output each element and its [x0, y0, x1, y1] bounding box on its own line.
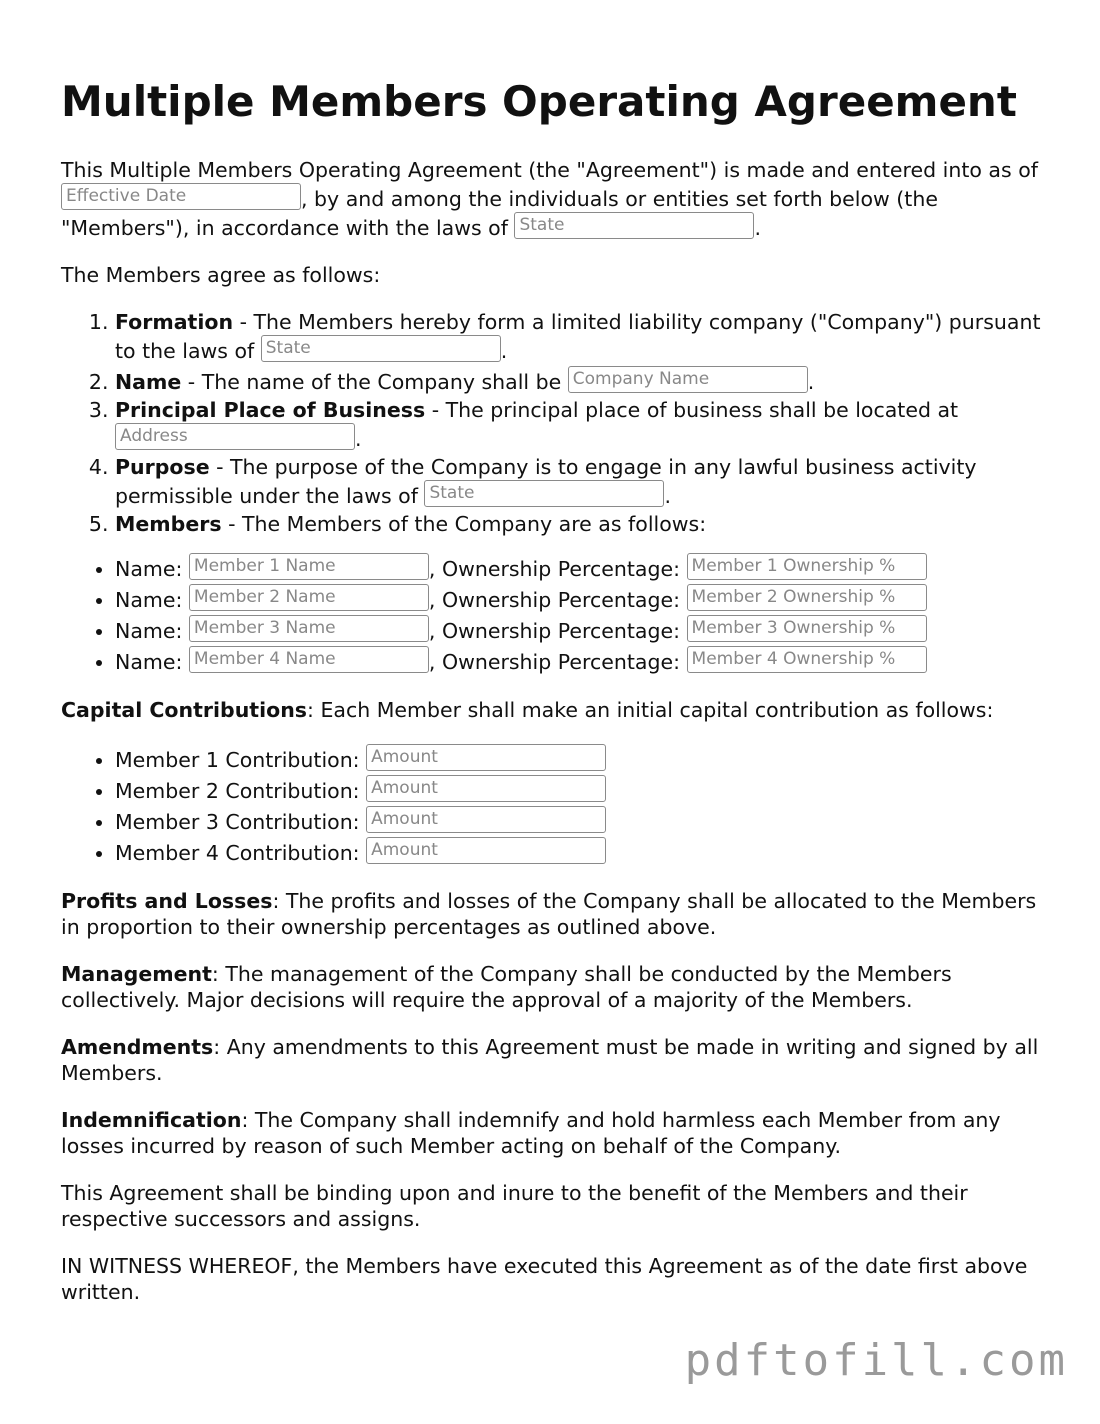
term-name [115, 366, 1041, 395]
member-name-label: Name: [115, 588, 189, 612]
term-purpose [115, 454, 1041, 509]
witness-paragraph: IN WITNESS WHEREOF, the Members have executed this Agreement as of the date first above written. [61, 1254, 1028, 1304]
ownership-label: , Ownership Percentage: [428, 588, 687, 612]
term-formation [115, 309, 1041, 364]
member-4-ownership-field[interactable]: Member 4 Ownership % [687, 646, 927, 673]
term-name-end: . [807, 370, 815, 394]
term-purpose-end: . [664, 484, 671, 508]
member-name-label: Name: [115, 619, 189, 643]
amendments-text: : Any amendments to this Agreement must be made in writing and signed by all Members. [61, 1035, 1039, 1085]
contribution-item [115, 837, 1041, 866]
indemnification-label: Indemnification [61, 1108, 242, 1132]
member-3-name-field[interactable]: Member 3 Name [189, 615, 429, 642]
formation-state-field[interactable]: State [261, 335, 501, 362]
intro-text-1: This Multiple Members Operating Agreement (the "Agreement") is made and entered into as of [61, 158, 1038, 182]
members-list [61, 553, 1041, 675]
member-4-name-field[interactable]: Member 4 Name [189, 646, 429, 673]
contribution-item [115, 806, 1041, 835]
member-4-contribution-field[interactable]: Amount [366, 837, 606, 864]
member-2-name-field[interactable]: Member 2 Name [189, 584, 429, 611]
member-item [115, 615, 1041, 644]
term-formation-text: - The Members hereby form a limited liability company ("Company") pursuant to the laws of [115, 310, 1041, 363]
intro-text-3: . [754, 216, 761, 240]
term-members [115, 511, 1041, 537]
amendments-label: Amendments [61, 1035, 214, 1059]
effective-date-field[interactable]: Effective Date [61, 183, 301, 210]
member-3-contribution-field[interactable]: Amount [366, 806, 606, 833]
member-item [115, 553, 1041, 582]
terms-list [61, 309, 1041, 537]
contribution-item [115, 775, 1041, 804]
term-place [115, 397, 1041, 452]
contribution-label: Member 2 Contribution: [115, 779, 367, 803]
purpose-state-field[interactable]: State [424, 480, 664, 507]
term-place-text: - The principal place of business shall be located at [425, 398, 959, 422]
member-1-ownership-field[interactable]: Member 1 Ownership % [687, 553, 927, 580]
ownership-label: , Ownership Percentage: [428, 557, 687, 581]
binding-paragraph: This Agreement shall be binding upon and inure to the benefit of the Members and their respective successors and assigns. [61, 1181, 968, 1231]
intro-text-2: , by and among the individuals or entities set forth below (the "Members"), in accordance with the laws of [61, 187, 938, 240]
term-formation-label: Formation [115, 310, 234, 334]
member-3-ownership-field[interactable]: Member 3 Ownership % [687, 615, 927, 642]
capital-text: : Each Member shall make an initial capital contribution as follows: [307, 698, 994, 722]
term-place-end: . [355, 427, 362, 451]
ownership-label: , Ownership Percentage: [428, 619, 687, 643]
management-paragraph [61, 961, 1041, 1013]
term-members-text: - The Members of the Company are as follows: [221, 512, 707, 536]
contributions-list [61, 744, 1041, 866]
member-2-contribution-field[interactable]: Amount [366, 775, 606, 802]
term-formation-end: . [500, 339, 508, 363]
capital-label: Capital Contributions [61, 698, 308, 722]
company-name-field[interactable]: Company Name [568, 366, 808, 393]
profits-paragraph [61, 888, 1041, 940]
page-title: Multiple Members Operating Agreement [61, 77, 1017, 126]
member-name-label: Name: [115, 650, 189, 674]
contribution-label: Member 1 Contribution: [115, 748, 367, 772]
contribution-label: Member 3 Contribution: [115, 810, 367, 834]
capital-paragraph [61, 697, 1041, 723]
profits-text: : The profits and losses of the Company shall be allocated to the Members in proportion to their ownership percentages as outlined above. [61, 889, 1037, 939]
member-1-name-field[interactable]: Member 1 Name [189, 553, 429, 580]
contribution-label: Member 4 Contribution: [115, 841, 367, 865]
term-name-label: Name [115, 370, 182, 394]
member-name-label: Name: [115, 557, 189, 581]
profits-label: Profits and Losses [61, 889, 273, 913]
member-item [115, 646, 1041, 675]
ownership-label: , Ownership Percentage: [428, 650, 687, 674]
member-item [115, 584, 1041, 613]
term-place-label: Principal Place of Business [115, 398, 426, 422]
member-2-ownership-field[interactable]: Member 2 Ownership % [687, 584, 927, 611]
term-purpose-text: - The purpose of the Company is to engage in any lawful business activity permissible under the laws of [115, 455, 977, 508]
indemnification-text: : The Company shall indemnify and hold harmless each Member from any losses incurred by reason of such Member acting on behalf of the Company. [61, 1108, 1001, 1158]
management-label: Management [61, 962, 212, 986]
contribution-item [115, 744, 1041, 773]
term-purpose-label: Purpose [115, 455, 210, 479]
agree-line: The Members agree as follows: [61, 263, 381, 287]
term-name-text: - The name of the Company shall be [181, 370, 568, 394]
member-1-contribution-field[interactable]: Amount [366, 744, 606, 771]
amendments-paragraph [61, 1034, 1041, 1086]
intro-state-field[interactable]: State [514, 212, 754, 239]
watermark: pdftofill.com [684, 1335, 1068, 1386]
management-text: : The management of the Company shall be conducted by the Members collectively. Major decisions will require the approval of a majority of the Members. [61, 962, 952, 1012]
indemnification-paragraph [61, 1107, 1041, 1159]
intro-paragraph [61, 157, 1041, 241]
term-members-label: Members [115, 512, 222, 536]
document-page [61, 76, 1041, 1326]
address-field[interactable]: Address [115, 423, 355, 450]
